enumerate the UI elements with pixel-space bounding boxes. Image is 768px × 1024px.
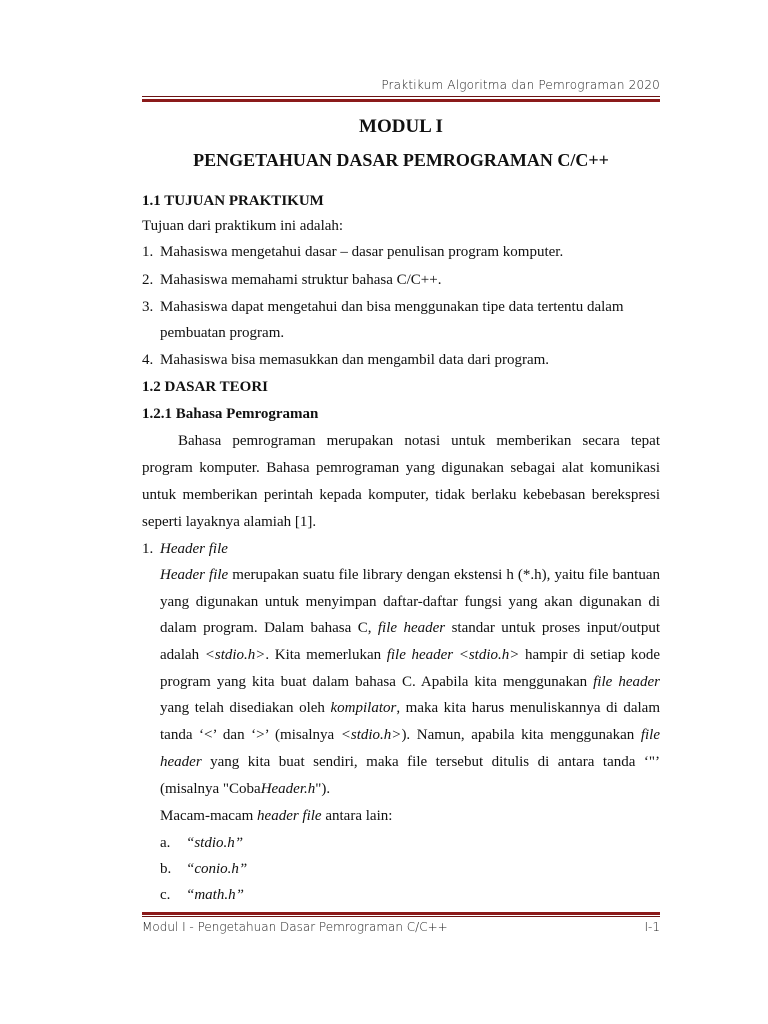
list-item: Mahasiswa dapat mengetahui dan bisa menggunakan tipe data tertentu dalam: [160, 299, 624, 315]
paragraph-line: [160, 672, 660, 692]
list-item: Mahasiswa memahami struktur bahasa C/C++.: [160, 272, 442, 288]
paragraph-line: [160, 698, 660, 718]
footer-rule-thick: [142, 912, 660, 915]
paragraph-line: Bahasa pemrograman merupakan notasi untuk memberikan secara tepat: [178, 433, 660, 449]
text-segment: . Kita memerlukan: [265, 647, 387, 663]
italic-term: file header: [386, 647, 454, 663]
italic-term: file: [640, 727, 660, 743]
paragraph-line: [160, 645, 660, 665]
list-item: Mahasiswa bisa memasukkan dan mengambil data dari program.: [160, 352, 550, 368]
list-item: Mahasiswa mengetahui dasar – dasar penulisan program komputer.: [160, 244, 564, 260]
italic-term: header: [160, 754, 202, 770]
module-subtitle: PENGETAHUAN DASAR PEMROGRAMAN C/C++: [193, 150, 609, 170]
text-segment: adalah: [160, 647, 205, 663]
item-title: Header file: [160, 541, 228, 557]
footer-rule-thin: [142, 916, 660, 917]
list-number: 4.: [142, 352, 154, 368]
text-segment: , maka kita harus menuliskannya di dalam: [396, 700, 660, 716]
text-segment: antara lain:: [321, 808, 393, 824]
paragraph-line: [160, 752, 660, 772]
italic-term: <stdio.h>: [458, 647, 520, 663]
paragraph-line: yang digunakan untuk menyimpan daftar-daftar fungsi yang akan digunakan di: [160, 594, 660, 610]
italic-term: kompilator: [330, 700, 397, 716]
list-item: “stdio.h”: [186, 835, 244, 851]
italic-term: Header.h: [260, 781, 316, 797]
header-rule-thin: [142, 96, 660, 97]
italic-term: <stdio.h>: [340, 727, 402, 743]
text-segment: hampir di setiap kode: [519, 647, 661, 663]
running-header: Praktikum Algoritma dan Pemrograman 2020: [381, 78, 660, 92]
section-heading-1-2: 1.2 DASAR TEORI: [142, 379, 268, 395]
list-letter: b.: [160, 861, 172, 877]
paragraph-line: untuk memberikan perintah kepada komputer, tidak berlaku kebebasan berekspresi: [142, 487, 660, 503]
header-rule-thick: [142, 99, 660, 102]
italic-term: header file: [257, 808, 322, 824]
text-segment: program yang kita buat dalam bahasa C. Apabila kita menggunakan: [160, 674, 594, 690]
list-number: 1.: [142, 541, 154, 557]
text-segment: ").: [315, 781, 331, 797]
italic-term: <stdio.h>: [204, 647, 266, 663]
list-item: “conio.h”: [186, 861, 248, 877]
paragraph-line: [160, 618, 660, 638]
text-segment: standar untuk proses input/output: [445, 620, 660, 636]
list-item-continuation: pembuatan program.: [160, 325, 285, 341]
section-intro: Tujuan dari praktikum ini adalah:: [142, 218, 344, 234]
text-segment: yang telah disediakan oleh: [160, 700, 331, 716]
subsection-heading-1-2-1: 1.2.1 Bahasa Pemrograman: [142, 406, 319, 422]
list-number: 1.: [142, 244, 154, 260]
module-title: MODUL I: [359, 116, 443, 137]
text-segment: ). Namun, apabila kita menggunakan: [401, 727, 641, 743]
paragraph-line: [160, 806, 392, 826]
list-number: 3.: [142, 299, 154, 315]
text-segment: yang kita buat sendiri, maka file tersebut ditulis di antara tanda ‘"’: [201, 754, 660, 770]
text-segment: (misalnya "Coba: [160, 781, 261, 797]
text-segment: merupakan suatu file library dengan ekstensi h (*.h), yaitu file bantuan: [228, 567, 660, 583]
list-item: “math.h”: [186, 887, 244, 903]
text-segment: tanda ‘<’ dan ‘>’ (misalnya: [160, 727, 341, 743]
paragraph-line: program komputer. Bahasa pemrograman yang digunakan sebagai alat komunikasi: [142, 460, 660, 476]
page-number: I-1: [644, 920, 660, 934]
footer-title: Modul I - Pengetahuan Dasar Pemrograman C/C++: [142, 920, 448, 934]
italic-term: file header: [377, 620, 446, 636]
italic-term: Header file: [160, 567, 229, 583]
section-heading-1-1: 1.1 TUJUAN PRAKTIKUM: [142, 193, 324, 209]
paragraph-line: [160, 565, 660, 585]
paragraph-line: seperti layaknya alamiah [1].: [142, 514, 317, 530]
list-number: 2.: [142, 272, 154, 288]
list-letter: a.: [160, 835, 171, 851]
text-segment: dalam program. Dalam bahasa C,: [160, 620, 378, 636]
italic-term: file header: [593, 674, 660, 690]
text-segment: Macam-macam: [160, 808, 258, 824]
paragraph-line: [160, 779, 330, 799]
list-letter: c.: [160, 887, 171, 903]
paragraph-line: [160, 725, 660, 745]
